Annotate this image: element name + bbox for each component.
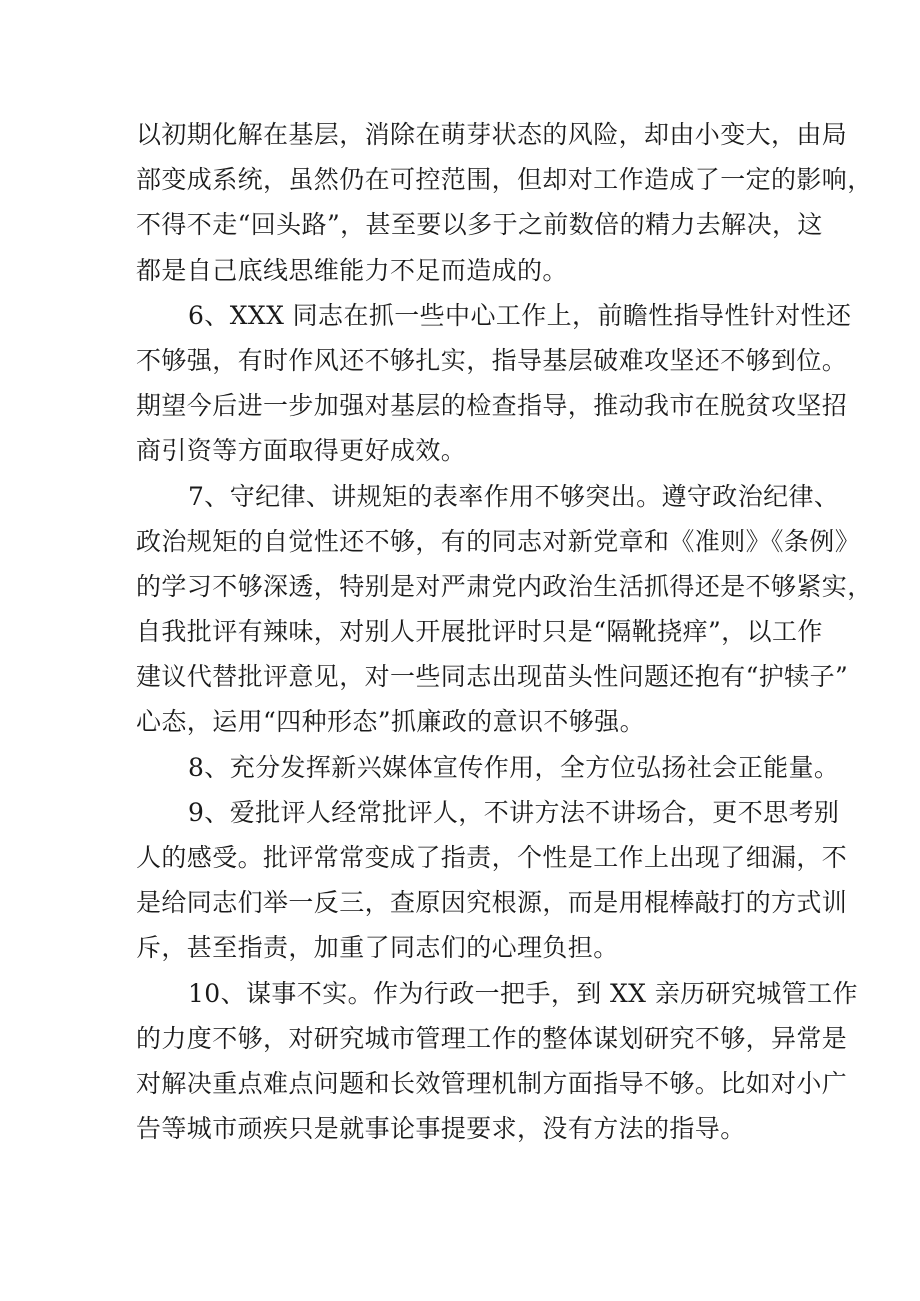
text-line: 7、守纪律、讲规矩的表率作用不够突出。遵守政治纪律、 <box>188 481 840 511</box>
text-line: 告等城市顽疾只是就事论事提要求，没有方法的指导。 <box>136 1114 746 1144</box>
text-line: 政治规矩的自觉性还不够，有的同志对新党章和《准则》《条例》 <box>136 526 861 556</box>
document-body <box>136 112 873 1151</box>
text-line: 期望今后进一步加强对基层的检查指导，推动我市在脱贫攻坚招 <box>136 391 848 421</box>
text-line: 是给同志们举一反三，查原因究根源，而是用棍棒敲打的方式训 <box>136 888 848 918</box>
text-line: 8、充分发挥新兴媒体宣传作用，全方位弘扬社会正能量。 <box>188 752 840 782</box>
text-line: 部变成系统，虽然仍在可控范围，但却对工作造成了一定的影响， <box>136 165 873 195</box>
text-line: 的学习不够深透，特别是对严肃党内政治生活抓得还是不够紧实， <box>136 571 873 601</box>
text-line: 都是自己底线思维能力不足而造成的。 <box>136 255 568 285</box>
text-line: 10、谋事不实。作为行政一把手，到 XX 亲历研究城管工作 <box>188 978 858 1008</box>
text-line: 建议代替批评意见，对一些同志出现苗头性问题还抱有“护犊子” <box>136 662 849 692</box>
text-line: 的力度不够，对研究城市管理工作的整体谋划研究不够，异常是 <box>136 1023 848 1053</box>
text-line: 不够强，有时作风还不够扎实，指导基层破难攻坚还不够到位。 <box>136 345 848 375</box>
text-line: 对解决重点难点问题和长效管理机制方面指导不够。比如对小广 <box>136 1068 848 1098</box>
text-line: 6、XXX 同志在抓一些中心工作上，前瞻性指导性针对性还 <box>188 300 852 330</box>
text-line: 以初期化解在基层，消除在萌芽状态的风险，却由小变大，由局 <box>136 120 848 149</box>
text-line: 商引资等方面取得更好成效。 <box>136 436 467 466</box>
text-line: 不得不走“回头路”，甚至要以多于之前数倍的精力去解决，这 <box>136 210 823 240</box>
text-line: 心态，运用“四种形态”抓廉政的意识不够强。 <box>136 707 645 737</box>
text-line: 自我批评有辣味，对别人开展批评时只是“隔靴挠痒”，以工作 <box>136 617 823 647</box>
text-line: 9、爱批评人经常批评人，不讲方法不讲场合，更不思考别 <box>188 797 840 827</box>
text-line: 人的感受。批评常常变成了指责，个性是工作上出现了细漏，不 <box>136 843 848 872</box>
text-line: 斥，甚至指责，加重了同志们的心理负担。 <box>136 933 619 963</box>
